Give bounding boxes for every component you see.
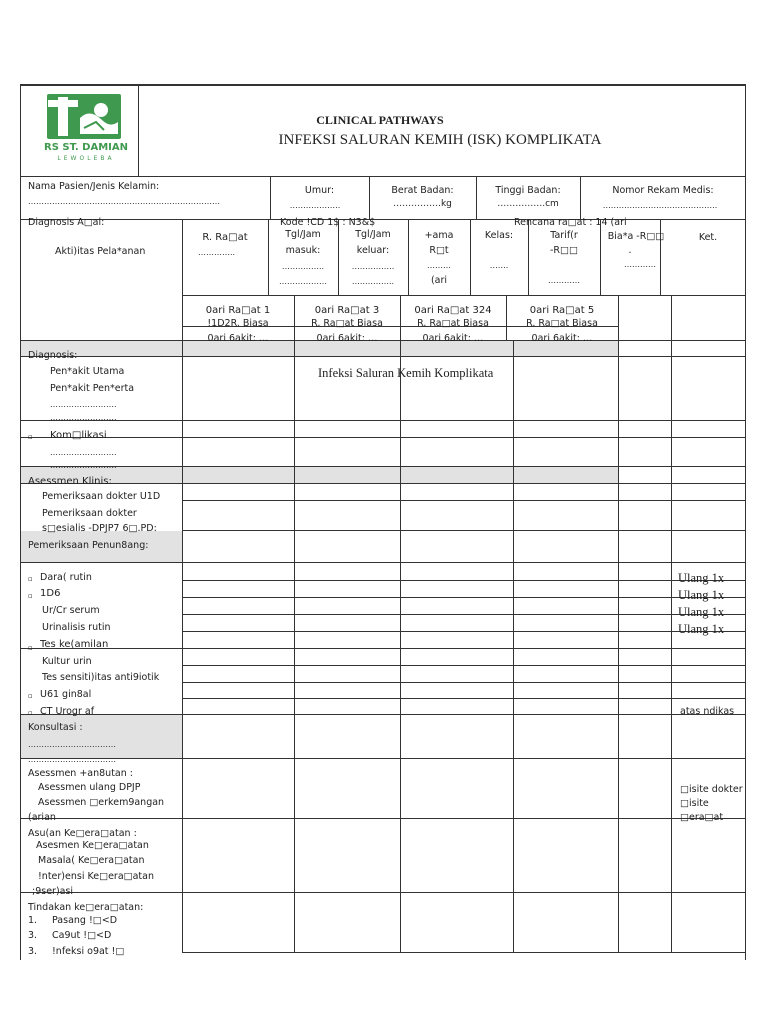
- comorbidity-field-2[interactable]: …………………….: [50, 413, 117, 422]
- consultation-field[interactable]: ……………………………: [28, 740, 116, 749]
- comorbidity-field[interactable]: …………………….: [50, 400, 117, 409]
- room-header: R. Ra□at: [202, 232, 248, 243]
- day-4-ward: 0ari 6akit: …: [531, 333, 593, 344]
- nursing-assessment: Asesmen Ke□era□atan: [36, 840, 149, 851]
- day-2-label: 0ari Ra□at 3: [314, 305, 380, 316]
- action-number: 3.: [28, 946, 38, 957]
- admission-header-2: masuk:: [285, 245, 321, 256]
- bullet-icon: ▫: [28, 709, 33, 717]
- mrn-label: Nomor Rekam Medis:: [612, 185, 714, 196]
- patient-name-field[interactable]: ………………………………………………………………: [28, 197, 220, 206]
- icd-code-label: Kode !CD 1$ : N3&$: [280, 217, 376, 228]
- admission-header: Tgl/Jam: [285, 229, 321, 240]
- day-3-ward: 0ari 6akit: …: [422, 333, 484, 344]
- length-of-stay-header-2: R□t: [429, 245, 449, 256]
- progress-assessment: Asessmen □erkem9angan: [38, 797, 165, 808]
- length-of-stay-field[interactable]: ………: [427, 261, 451, 270]
- hospital-city: LEWOLEBA: [57, 155, 115, 162]
- complication-field-2[interactable]: …………………….: [50, 461, 117, 470]
- class-field[interactable]: …….: [489, 261, 509, 270]
- discharge-header-2: keluar:: [356, 245, 390, 256]
- action-iv-medication: !nfeksi o9at !□: [52, 946, 125, 957]
- activity-column-header: Akti)itas Pela*anan: [55, 246, 146, 257]
- tariff-header: Tarif(r: [550, 230, 578, 241]
- complication-label: Kom□likasi: [50, 430, 107, 441]
- hospital-logo-icon: [44, 94, 124, 140]
- discharge-field[interactable]: …………….: [351, 262, 395, 271]
- notes-header: Ket.: [698, 232, 718, 243]
- comorbidity-label: Pen*akit Pen*erta: [50, 383, 135, 394]
- age-field[interactable]: ……………….: [289, 201, 341, 210]
- nursing-problem: Masala( Ke□era□atan: [38, 855, 145, 866]
- discharge-field-2[interactable]: …..………..: [351, 277, 395, 286]
- hospital-name: RS ST. DAMIAN: [44, 142, 128, 153]
- clinical-assessment-heading: Asessmen Klinis:: [28, 476, 112, 487]
- admission-field[interactable]: ……..……..: [281, 262, 325, 271]
- urine-culture: Kultur urin: [42, 656, 92, 667]
- action-remove-catheter: Ca9ut !□<D: [52, 930, 112, 941]
- repeat-note-2: Ulang 1x: [678, 588, 725, 602]
- length-of-stay-unit: (ari: [430, 275, 448, 286]
- day-1-room: !1D2R. Biasa: [207, 318, 269, 329]
- antibiotic-sensitivity: Tes sensiti)itas anti9iotik: [42, 672, 160, 683]
- repeat-note-1: Ulang 1x: [678, 571, 725, 585]
- length-of-stay-header: +ama: [424, 230, 454, 241]
- form-title: CLINICAL PATHWAYS: [316, 113, 444, 127]
- urea-creatinine: Ur/Cr serum: [42, 605, 100, 616]
- weight-field[interactable]: …………….kg: [393, 199, 452, 209]
- mrn-field[interactable]: …………………………………….: [602, 201, 718, 210]
- diagnosis-heading: Diagnosis:: [28, 350, 78, 361]
- action-number: 1.: [28, 915, 38, 926]
- day-2-ward: 0ari 6akit: …: [316, 333, 378, 344]
- height-label: Tinggi Badan:: [495, 185, 561, 196]
- pregnancy-test: Tes ke(amilan: [40, 639, 109, 650]
- age-label: Umur:: [304, 185, 335, 196]
- lab-1d6: 1D6: [40, 588, 61, 599]
- day-1-label: 0ari Ra□at 1: [205, 305, 271, 316]
- day-4-room: R. Ra□at Biasa: [526, 318, 598, 329]
- nursing-intervention: !nter)ensi Ke□era□atan: [38, 871, 154, 882]
- kidney-usg: U61 gin8al: [40, 689, 92, 700]
- specialist-exam: Pemeriksaan dokter: [42, 508, 137, 519]
- day-1-ward: 0ari 6akit: …: [207, 333, 269, 344]
- planned-stay-label: Rencana ra□at : 14 (ari: [514, 217, 627, 228]
- day-4-label: 0ari Ra□at 5: [529, 305, 595, 316]
- urinalysis: Urinalisis rutin: [42, 622, 111, 633]
- room-field[interactable]: …………..: [198, 248, 236, 257]
- class-header: Kelas:: [484, 230, 514, 241]
- height-field[interactable]: …………….cm: [497, 199, 559, 209]
- complication-field[interactable]: …………………….: [50, 448, 117, 457]
- discharge-header: Tgl/Jam: [355, 229, 391, 240]
- day-3-room: R. Ra□at Biasa: [417, 318, 489, 329]
- ct-urography: CT Urogr af: [40, 706, 95, 717]
- admission-field-2[interactable]: ………………: [279, 277, 327, 286]
- dpjp-reassessment: Asessmen ulang DPJP: [38, 782, 141, 793]
- cost-header-2: .: [628, 245, 632, 256]
- initial-diagnosis-label: Diagnosis A□al:: [28, 217, 105, 228]
- repeat-note-4: Ulang 1x: [678, 622, 725, 636]
- cost-header: Bia*a -R□□: [607, 231, 665, 242]
- visit-note: □isite: [680, 798, 709, 809]
- nurse-visit-note: □era□at: [680, 812, 724, 823]
- consultation-field-2[interactable]: ……………………………: [28, 755, 116, 764]
- form-subtitle: INFEKSI SALURAN KEMIH (ISK) KOMPLIKATA: [278, 132, 602, 148]
- cost-field[interactable]: …………: [624, 260, 656, 269]
- observation: ;9ser)asi: [32, 886, 74, 897]
- indication-note: atas ndikas: [680, 706, 735, 717]
- day-2-room: R. Ra□at Biasa: [311, 318, 383, 329]
- action-number: 3.: [28, 930, 38, 941]
- diagnosis-text: Infeksi Saluran Kemih Komplikata: [318, 366, 494, 380]
- bullet-icon: ▫: [28, 644, 33, 652]
- patient-name-label: Nama Pasien/Jenis Kelamin:: [28, 181, 160, 192]
- complication-bullet-icon: ▫: [28, 433, 33, 441]
- er-doctor-exam: Pemeriksaan dokter U1D: [42, 491, 161, 502]
- daily-label: (arian: [28, 812, 56, 823]
- specialist-exam-2: s□esialis -DPJP7 6□.PD:: [42, 523, 157, 534]
- action-insert-catheter: Pasang !□<D: [52, 915, 118, 926]
- tariff-header-2: -R□□: [550, 245, 578, 256]
- consultation-heading: Konsultasi :: [28, 722, 83, 733]
- bullet-icon: ▫: [28, 692, 33, 700]
- primary-disease-label: Pen*akit Utama: [50, 366, 125, 377]
- nursing-actions-heading: Tindakan ke□era□atan:: [28, 902, 144, 913]
- followup-heading: Asessmen +an8utan :: [28, 768, 133, 779]
- repeat-note-3: Ulang 1x: [678, 605, 725, 619]
- day-3-label: 0ari Ra□at 324: [414, 305, 492, 316]
- support-exam-heading: Pemeriksaan Penun8ang:: [28, 540, 149, 551]
- nursing-care-heading: Asu(an Ke□era□atan :: [28, 828, 137, 839]
- blood-test: Dara( rutin: [40, 572, 92, 583]
- weight-label: Berat Badan:: [391, 185, 454, 196]
- bullet-icon: ▫: [28, 592, 33, 600]
- tariff-field[interactable]: …………: [548, 276, 580, 285]
- doctor-visit-note: □isite dokter: [680, 784, 743, 795]
- bullet-icon: ▫: [28, 575, 33, 583]
